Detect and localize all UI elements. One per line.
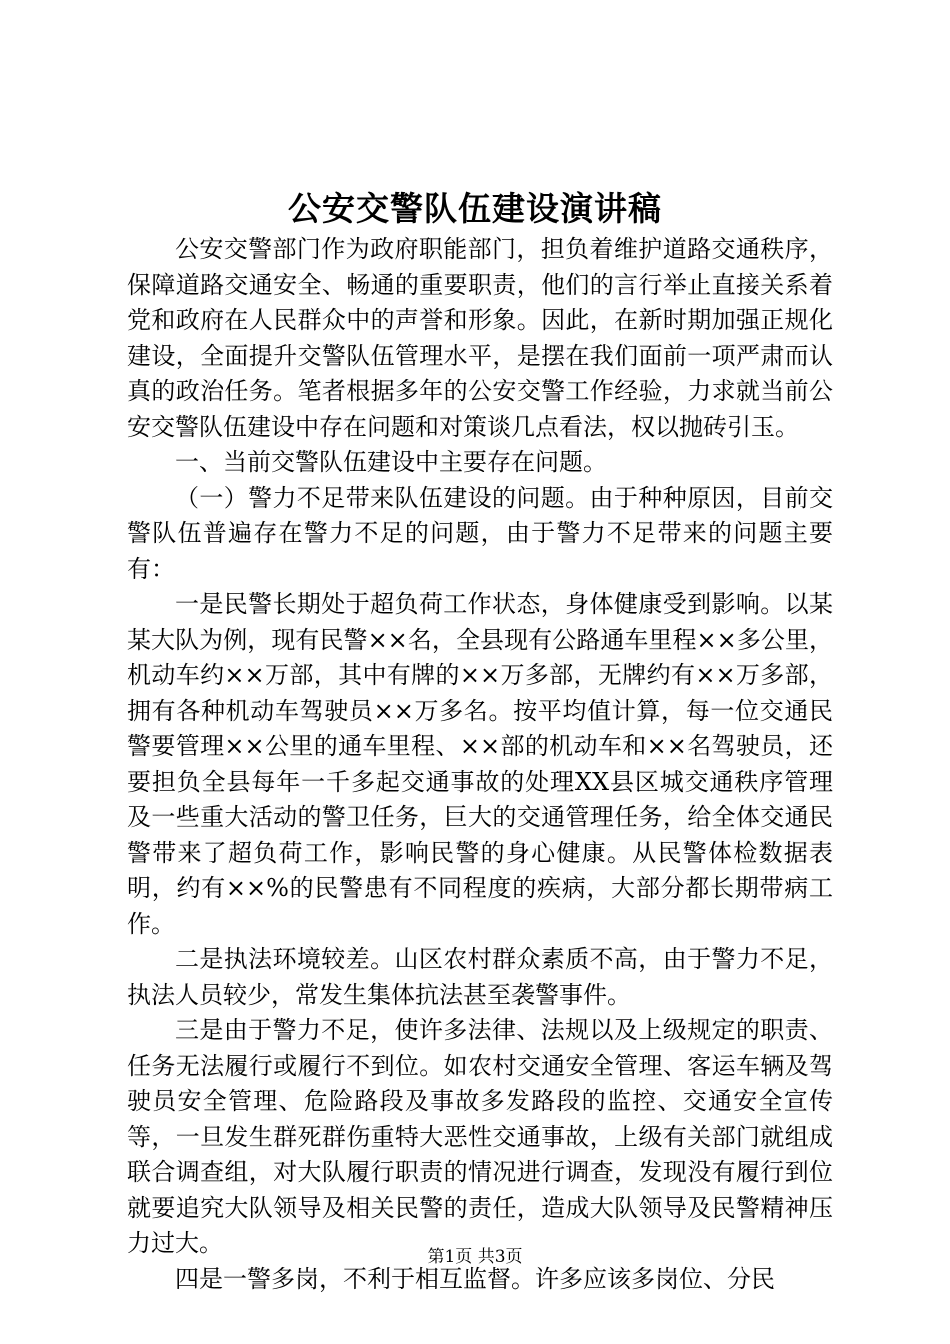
document-body bbox=[127, 232, 833, 1297]
page-footer: 第1页 共3页 bbox=[427, 1247, 523, 1267]
paragraph-point-four: 四是一警多岗，不利于相互监督。许多应该多岗位、分民 bbox=[175, 1264, 775, 1293]
paragraph-point-two: 二是执法环境较差。山区农村群众素质不高，由于警力不足，执法人员较少，常发生集体抗法甚至袭警事件。 bbox=[127, 945, 833, 1009]
subsection-heading-manpower: （一）警力不足带来队伍建设的问题。由于种种原因，目前交警队伍普遍存在警力不足的问题，由于警力不足带来的问题主要有： bbox=[127, 483, 833, 583]
section-heading-problems: 一、当前交警队伍建设中主要存在问题。 bbox=[175, 448, 607, 476]
page-title: 公安交警队伍建设演讲稿 bbox=[288, 189, 662, 228]
paragraph-intro: 公安交警部门作为政府职能部门，担负着维护道路交通秩序，保障道路交通安全、畅通的重要职责，他们的言行举止直接关系着党和政府在人民群众中的声誉和形象。因此，在新时期加强正规化建设，全面提升交警队伍管理水平，是摆在我们面前一项严肃而认真的政治任务。笔者根据多年的公安交警工作经验，力求就当前公安交警队伍建设中存在问题和对策谈几点看法，权以抛砖引玉。 bbox=[127, 235, 833, 441]
paragraph-point-three: 三是由于警力不足，使许多法律、法规以及上级规定的职责、任务无法履行或履行不到位。如农村交通安全管理、客运车辆及驾驶员安全管理、危险路段及事故多发路段的监控、交通安全宣传等，一旦发生群死群伤重特大恶性交通事故，上级有关部门就组成联合调查组，对大队履行职责的情况进行调查，发现没有履行到位就要追究大队领导及相关民警的责任，造成大队领导及民警精神压力过大。 bbox=[127, 1016, 833, 1257]
paragraph-point-one: 一是民警长期处于超负荷工作状态，身体健康受到影响。以某某大队为例，现有民警××名，全县现有公路通车里程××多公里，机动车约××万部，其中有牌的××万多部，无牌约有××万多部，拥有各种机动车驾驶员××万多名。按平均值计算，每一位交通民警要管理××公里的通车里程、××部的机动车和××名驾驶员，还要担负全县每年一千多起交通事故的处理XX县区城交通秩序管理及一些重大活动的警卫任务，巨大的交通管理任务，给全体交通民警带来了超负荷工作，影响民警的身心健康。从民警体检数据表明，约有××%的民警患有不同程度的疾病，大部分都长期带病工作。 bbox=[127, 590, 833, 938]
